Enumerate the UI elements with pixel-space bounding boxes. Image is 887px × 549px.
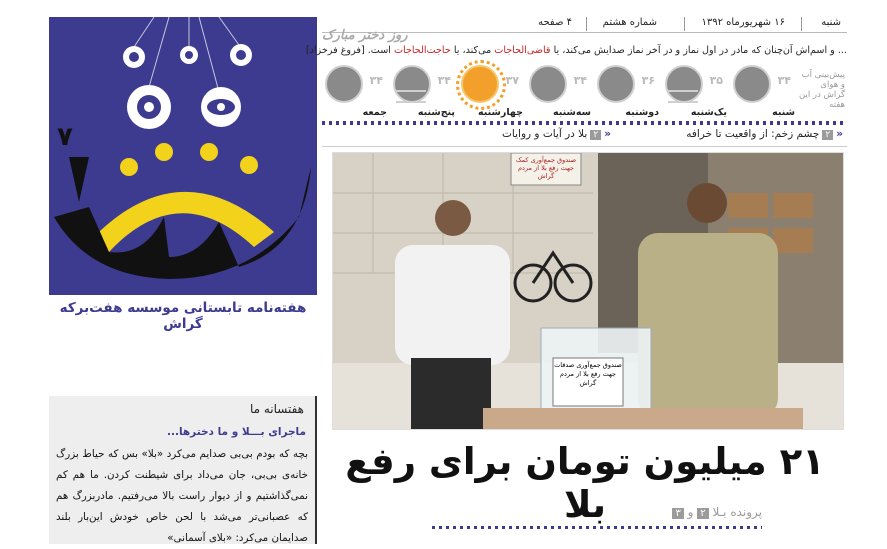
weather-day-label: پنج‌شنبه [417, 107, 455, 118]
masthead-subtitle: هفته‌نامه تابستانی موسسه هفت‌برکه گراش [59, 300, 307, 332]
weather-temp: ۳۴ [573, 74, 587, 87]
weather-day-label: جمعه [362, 107, 387, 118]
weather-day [527, 62, 591, 120]
eye-amulet-icon [123, 44, 252, 129]
header-issue: شماره هشتم [602, 17, 657, 28]
cloud-icon [325, 65, 363, 103]
weather-caption: پیش‌بینی آب و هوای گراش در این هفته [799, 70, 845, 110]
header-pages: ۴ صفحه [538, 17, 572, 28]
chevron-icon: « [836, 128, 843, 140]
teaser-page: ۲ [822, 130, 833, 140]
quote-text: است. [فروغ فرخزاد] [305, 45, 391, 56]
weather-temp: ۳۷ [505, 74, 519, 87]
story-box [49, 396, 316, 544]
header-divider [586, 17, 587, 31]
weather-day [595, 62, 659, 120]
file-ref-page: ۲ [697, 508, 708, 519]
fog-lines [396, 90, 426, 103]
header-date: ۱۶ شهریورماه ۱۳۹۲ [701, 17, 785, 28]
cloud-icon [597, 65, 635, 103]
file-ref-page: ۳ [672, 508, 683, 519]
story-divider [315, 396, 317, 544]
cloud-icon [529, 65, 567, 103]
weather-day-label: شنبه [772, 107, 795, 118]
weather-temp: ۳۴ [369, 74, 383, 87]
weather-day-label: سه‌شنبه [553, 107, 591, 118]
quote-highlight: حاجت‌الحاجات [393, 45, 451, 56]
teaser-text: چشم زخم: از واقعیت تا خرافه [686, 128, 820, 140]
weather-day [731, 62, 795, 120]
story-section-title: هفتسانه ما [249, 402, 304, 416]
photo-sign: صندوق جمع‌آوری کمک جهت رفع بلا از مردم گراش [515, 156, 577, 180]
cloud-icon [733, 65, 771, 103]
weather-strip [322, 62, 847, 120]
teaser-text: بلا در آیات و روایات [502, 128, 588, 140]
teaser-link[interactable] [502, 128, 611, 140]
fog-lines [668, 90, 698, 103]
weather-day [459, 62, 523, 120]
weather-temp: ۳۴ [777, 74, 791, 87]
weather-temp: ۳۵ [709, 74, 723, 87]
header-divider [801, 17, 802, 31]
quote-text: ... و اسم‌اش آن‌چنان که مادر در اول نماز و در آخر نماز صدایش می‌کند، یا [553, 45, 847, 56]
issue-number: ۷ [57, 122, 73, 152]
dotted-divider [432, 526, 762, 529]
header-divider [684, 17, 685, 31]
weather-temp: ۳۶ [641, 74, 655, 87]
weather-day [323, 62, 387, 120]
masthead-logo [49, 17, 317, 295]
weather-day-label: دوشنبه [625, 107, 659, 118]
file-ref-label: پرونده بـلا [712, 505, 762, 519]
weather-day-label: چهارشنبه [477, 107, 523, 118]
quote-highlight: قاضی‌الحاجات [494, 45, 551, 56]
weather-temp: ۳۴ [437, 74, 451, 87]
header-quote [305, 45, 847, 56]
weather-day-label: یک‌شنبه [690, 107, 727, 118]
sun-icon [461, 65, 499, 103]
headline[interactable]: ۲۱ میلیون تومان برای رفع بلا [345, 440, 825, 526]
header-day: شنبه [821, 17, 841, 28]
chevron-icon: « [604, 128, 611, 140]
donation-box-label: صندوق جمع‌آوری صدقات جهت رفع بلا از مردم گراش [554, 361, 622, 387]
dotted-divider [322, 121, 847, 125]
teaser-rule [322, 146, 847, 147]
lead-photo [332, 152, 844, 430]
teaser-link[interactable] [686, 128, 843, 140]
weather-day [663, 62, 727, 120]
file-reference[interactable] [672, 505, 762, 519]
column-title: روز دختر مبارک [322, 28, 408, 43]
quote-text: می‌کند، یا [453, 45, 492, 56]
weather-day [391, 62, 455, 120]
story-title[interactable]: ماجرای بـــلا و ما دخترها... [166, 426, 306, 438]
file-ref-joiner: و [687, 505, 694, 519]
story-body: بچه که بودم بی‌بی صدایم می‌کرد «بلا» بس که حیاط بزرگ خانه‌ی بی‌بی، جان می‌داد برای شیطنت کردن. ما هم کم نمی‌گذاشتیم و از دیوار راست بالا می‌رفتیم. مادربزرگ هم که عصبانی‌تر می‌شد با لحن خاص خودش این‌بار بلند صدایمان می‌کرد: «بلای آسمانی» [56, 448, 308, 544]
teaser-page: ۲ [590, 130, 601, 140]
